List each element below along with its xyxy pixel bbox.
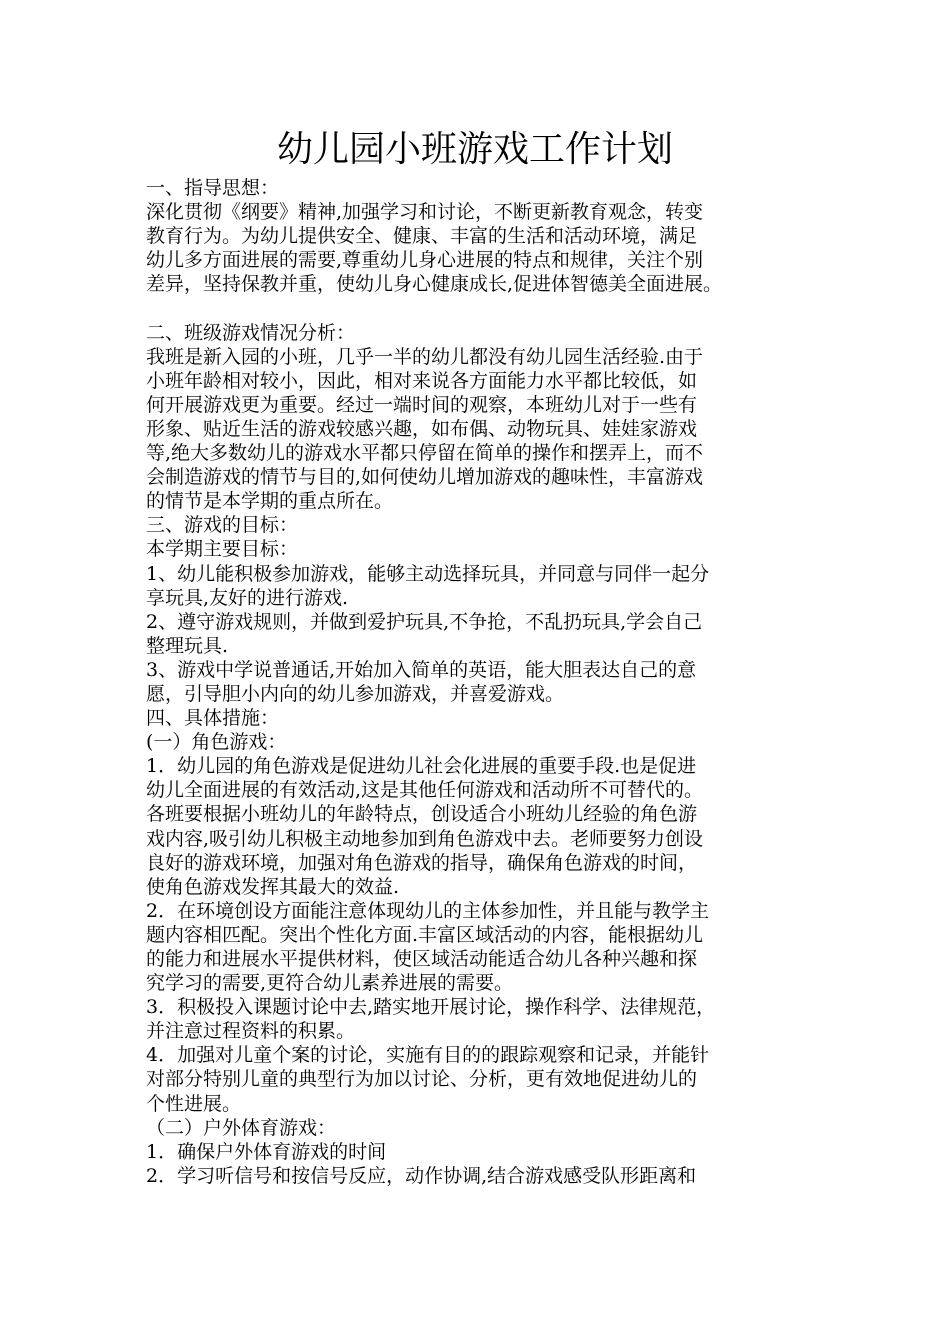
text-line: 2、遵守游戏规则，并做到爱护玩具,不争抢，不乱扔玩具,学会自己	[146, 610, 703, 633]
text-line: 教育行为。为幼儿提供安全、健康、丰富的生活和活动环境，满足	[146, 225, 698, 248]
text-line: 究学习的需要,更符合幼儿素养进展的需要。	[146, 972, 514, 995]
text-line: 戏内容,吸引幼儿积极主动地参加到角色游戏中去。老师要努力创设	[146, 827, 704, 850]
text-line: 我班是新入园的小班，几乎一半的幼儿都没有幼儿园生活经验.由于	[146, 345, 704, 368]
document-title: 幼儿园小班游戏工作计划	[276, 129, 673, 170]
text-line: 个性进展。	[146, 1092, 242, 1115]
text-line: 幼儿多方面进展的需要,尊重幼儿身心进展的特点和规律，关注个别	[146, 249, 704, 272]
text-line: 幼儿全面进展的有效活动,这是其他任何游戏和活动所不可替代的。	[146, 779, 704, 802]
text-line: 享玩具,友好的进行游戏.	[146, 586, 349, 609]
text-line: 3、游戏中学说普通话,开始加入简单的英语，能大胆表达自己的意	[146, 658, 697, 681]
text-line: 3．积极投入课题讨论中去,踏实地开展讨论，操作科学、法律规范，	[146, 996, 716, 1019]
text-line: （二）户外体育游戏：	[146, 1116, 337, 1139]
text-line	[146, 296, 826, 320]
text-line: 等,绝大多数幼儿的游戏水平都只停留在简单的操作和摆弄上，而不	[146, 442, 704, 465]
text-line: 会制造游戏的情节与目的,如何使幼儿增加游戏的趣味性，丰富游戏	[146, 466, 704, 489]
text-line: 何开展游戏更为重要。经过一端时间的观察，本班幼儿对于一些有	[146, 393, 698, 416]
text-line: 形象、贴近生活的游戏较感兴趣，如布偶、动物玩具、娃娃家游戏	[146, 417, 698, 440]
text-line: 本学期主要目标：	[146, 538, 299, 561]
text-line: 的情节是本学期的重点所在。	[146, 490, 394, 513]
text-line: 三、游戏的目标：	[146, 514, 299, 537]
text-line: 整理玩具.	[146, 634, 229, 657]
text-line: 题内容相匹配。突出个性化方面.丰富区域活动的内容，能根据幼儿	[146, 923, 704, 946]
text-line: 并注意过程资料的积累。	[146, 1020, 356, 1043]
text-line: 愿，引导胆小内向的幼儿参加游戏，并喜爱游戏。	[146, 682, 565, 705]
text-line: 各班要根据小班幼儿的年龄特点，创设适合小班幼儿经验的角色游	[146, 803, 698, 826]
text-line: 的能力和进展水平提供材料，使区域活动能适合幼儿各种兴趣和探	[146, 948, 698, 970]
text-line: 差异，坚持保教并重，使幼儿身心健康成长,促进体智德美全面进展。	[146, 273, 723, 296]
text-line: 2．在环境创设方面能注意体现幼儿的主体参加性，并且能与教学主	[146, 899, 710, 922]
text-line: 1、幼儿能积极参加游戏，能够主动选择玩具，并同意与同伴一起分	[146, 562, 710, 585]
text-line: (一）角色游戏：	[146, 731, 287, 754]
text-line: 对部分特别儿童的典型行为加以讨论、分析，更有效地促进幼儿的	[146, 1068, 698, 1091]
text-line: 4．加强对儿童个案的讨论，实施有目的的跟踪观察和记录，并能针	[146, 1044, 710, 1067]
text-line: 2．学习听信号和按信号反应，动作协调,结合游戏感受队形距离和	[146, 1164, 697, 1187]
document-body	[146, 176, 826, 1188]
text-line: 深化贯彻《纲要》精神,加强学习和讨论，不断更新教育观念，转变	[146, 201, 704, 224]
text-line: 1．确保户外体育游戏的时间	[146, 1140, 387, 1163]
text-line: 二、班级游戏情况分析：	[146, 321, 356, 344]
text-line: 小班年龄相对较小，因此，相对来说各方面能力水平都比较低，如	[146, 369, 698, 392]
text-line: 四、具体措施：	[146, 707, 280, 730]
text-line: 良好的游戏环境，加强对角色游戏的指导，确保角色游戏的时间，	[146, 851, 698, 874]
text-line: 1．幼儿园的角色游戏是促进幼儿社会化进展的重要手段.也是促进	[146, 755, 697, 778]
text-line: 一、指导思想：	[146, 177, 280, 199]
text-line: 使角色游戏发挥其最大的效益.	[146, 875, 400, 898]
